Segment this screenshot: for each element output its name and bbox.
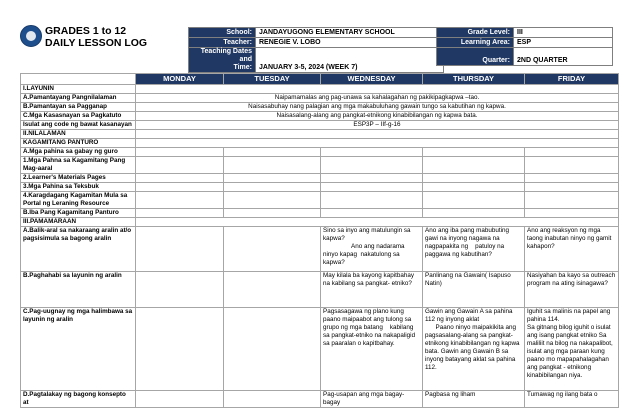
grade-label: Grade Level: bbox=[437, 28, 514, 38]
pahina-kagamitang-label: 1.Mga Pahna sa Kagamitang Pang Mag-aaral bbox=[21, 157, 136, 174]
pamamaraan-cell bbox=[136, 218, 619, 227]
lesson-log-table bbox=[20, 73, 619, 408]
table-row bbox=[21, 227, 619, 272]
pag-uugnay-wednesday: Pagsasagawa ng plano kung paano maipaabot ang tulong sa grupo ng mga batang kabilang sa pangkat-etniko na nakapaligid sa paaralan o kapitbahay. bbox=[321, 308, 423, 391]
table-row bbox=[21, 148, 619, 157]
layunin-label: I.LAYUNIN bbox=[21, 85, 136, 94]
dates-label-line-1: Teaching Dates and bbox=[200, 48, 252, 63]
table-row bbox=[21, 209, 619, 218]
corner-cell bbox=[21, 74, 136, 85]
day-header-row bbox=[21, 74, 619, 85]
table-row bbox=[21, 121, 619, 130]
dates-value: JANUARY 3-5, 2024 (WEEK 7) bbox=[256, 48, 444, 73]
pag-uugnay-friday: Iguhit sa malinis na papel ang pahina 114. Sa gitnang bilog iguhit o isulat ang isang pangkat etniko Sa maliliit na bilog na nakapalibot, isulat ang mga paraan kung paano mo mapapahalagahan ang pangkat - etnikong kinabibilangan niya. bbox=[525, 308, 619, 391]
table-row bbox=[21, 85, 619, 94]
paghahabi-wednesday: May kilala ba kayong kapitbahay na kabilang sa pangkat- etniko? bbox=[321, 272, 423, 308]
table-row bbox=[21, 174, 619, 183]
pagtalakay-wednesday: Pag-usapan ang mga bagay-bagay bbox=[321, 391, 423, 408]
teksbuk-label: 3.Mga Pahina sa Teksbuk bbox=[21, 183, 136, 192]
pagtalakay-friday: Tumawag ng ilang bata o bbox=[525, 391, 619, 408]
header-right-table bbox=[436, 27, 613, 66]
paghahabi-label: B.Paghahabi sa layunin ng aralin bbox=[21, 272, 136, 308]
paghahabi-friday: Nasiyahan ba kayo sa outreach program na ating isinagawa? bbox=[525, 272, 619, 308]
quarter-label: Quarter: bbox=[437, 48, 514, 66]
dates-label bbox=[189, 48, 256, 73]
area-label: Learning Area: bbox=[437, 38, 514, 48]
day-friday: FRIDAY bbox=[525, 74, 619, 85]
table-row bbox=[21, 130, 619, 139]
nilalaman-cell bbox=[136, 130, 619, 139]
table-row bbox=[21, 183, 619, 192]
school-label: School: bbox=[189, 28, 256, 38]
pamantayan-sa-pagganap-label: B.Pamantayan sa Pagganap bbox=[21, 103, 136, 112]
pamantayang-pangnilalaman-label: A.Pamantayang Pangnilalaman bbox=[21, 94, 136, 103]
logo-line-1: GRADES 1 to 12 bbox=[45, 25, 127, 37]
dates-label-line-2: Time: bbox=[233, 64, 252, 71]
iba-pang-label: B.Iba Pang Kagamitang Panturo bbox=[21, 209, 136, 218]
table-row bbox=[21, 391, 619, 408]
kasanayan-value: Naisasalang-alang ang pangkat-etnikong kinabibilangan ng kapwa bata. bbox=[136, 112, 619, 121]
teacher-value: RENEGIE V. LOBO bbox=[256, 38, 444, 48]
pag-uugnay-label: C.Pag-uugnay ng mga halimbawa sa layunin ng aralin bbox=[21, 308, 136, 391]
teacher-label: Teacher: bbox=[189, 38, 256, 48]
logo-text bbox=[45, 25, 147, 49]
day-monday: MONDAY bbox=[136, 74, 224, 85]
layunin-cell bbox=[136, 85, 619, 94]
pamantayang-pangnilalaman-value: Naipamamalas ang pag-unawa sa kahalagahan ng pakikipagkapwa –tao. bbox=[136, 94, 619, 103]
pamantayan-sa-pagganap-value: Naisasabuhay nang palagian ang mga makabuluhang gawain tungo sa kabutihan ng kapwa. bbox=[136, 103, 619, 112]
balik-aral-wednesday: Sino sa inyo ang matulungin sa kapwa? Ano ang nadarama ninyo kapag nakatulong sa kapwa? bbox=[321, 227, 423, 272]
karagdagang-label: 4.Karagdagang Kagamitan Mula sa Portal ng Leraning Resource bbox=[21, 192, 136, 209]
page-header bbox=[0, 0, 638, 70]
nilalaman-label: II.NILALAMAN bbox=[21, 130, 136, 139]
table-row bbox=[21, 103, 619, 112]
day-wednesday: WEDNESDAY bbox=[321, 74, 423, 85]
pagtalakay-label: D.Pagtalakay ng bagong konsepto at bbox=[21, 391, 136, 408]
quarter-value: 2ND QUARTER bbox=[514, 48, 613, 66]
paghahabi-thursday: Panlinang na Gawain( Isapuso Natin) bbox=[423, 272, 525, 308]
pagtalakay-thursday: Pagbasa ng liham bbox=[423, 391, 525, 408]
table-row bbox=[21, 192, 619, 209]
day-tuesday: TUESDAY bbox=[224, 74, 321, 85]
table-row bbox=[21, 157, 619, 174]
code-value: ESP3P – IIf-g-16 bbox=[136, 121, 619, 130]
header-left-table bbox=[188, 27, 444, 73]
deped-seal-icon bbox=[20, 25, 42, 47]
pamamaraan-label: III.PAMAMARAAN bbox=[21, 218, 136, 227]
pag-uugnay-thursday: Gawin ang Gawain A sa pahina 112 ng inyong aklat Paano ninyo maipakikita ang pagsasalang-alang sa pangkat-etnikong kinabibilangan ng kapwa bata. Gawin ang Gawain B sa inyong batayang aklat sa pahina 112. bbox=[423, 308, 525, 391]
code-label: Isulat ang code ng bawat kasanayan bbox=[21, 121, 136, 130]
school-value: JANDAYUGONG ELEMENTARY SCHOOL bbox=[256, 28, 444, 38]
table-row bbox=[21, 139, 619, 148]
logo-line-2: DAILY LESSON LOG bbox=[45, 37, 148, 49]
table-row bbox=[21, 218, 619, 227]
table-row bbox=[21, 112, 619, 121]
table-row bbox=[21, 94, 619, 103]
learners-materials-label: 2.Learner's Materials Pages bbox=[21, 174, 136, 183]
balik-aral-friday: Ano ang reaksyon ng mga taong inabutan ninyo ng gamit kahapon? bbox=[525, 227, 619, 272]
sanggunian-label: A.Mga pahina sa gabay ng guro bbox=[21, 148, 136, 157]
area-value: ESP bbox=[514, 38, 613, 48]
table-row bbox=[21, 308, 619, 391]
kagamitang-panturo-cell bbox=[136, 139, 619, 148]
kagamitang-panturo-label: KAGAMITANG PANTURO bbox=[21, 139, 136, 148]
kasanayan-label: C.Mga Kasasnayan sa Pagkatuto bbox=[21, 112, 136, 121]
table-row bbox=[21, 272, 619, 308]
day-thursday: THURSDAY bbox=[423, 74, 525, 85]
balik-aral-label: A.Balik-aral sa nakaraang aralin at/o pagsisimula sa bagong aralin bbox=[21, 227, 136, 272]
balik-aral-thursday: Ano ang iba pang mabubuting gawi na inyong nagawa na nagpapakita ng patuloy na paggawa ng kabutihan? bbox=[423, 227, 525, 272]
grade-value: III bbox=[514, 28, 613, 38]
